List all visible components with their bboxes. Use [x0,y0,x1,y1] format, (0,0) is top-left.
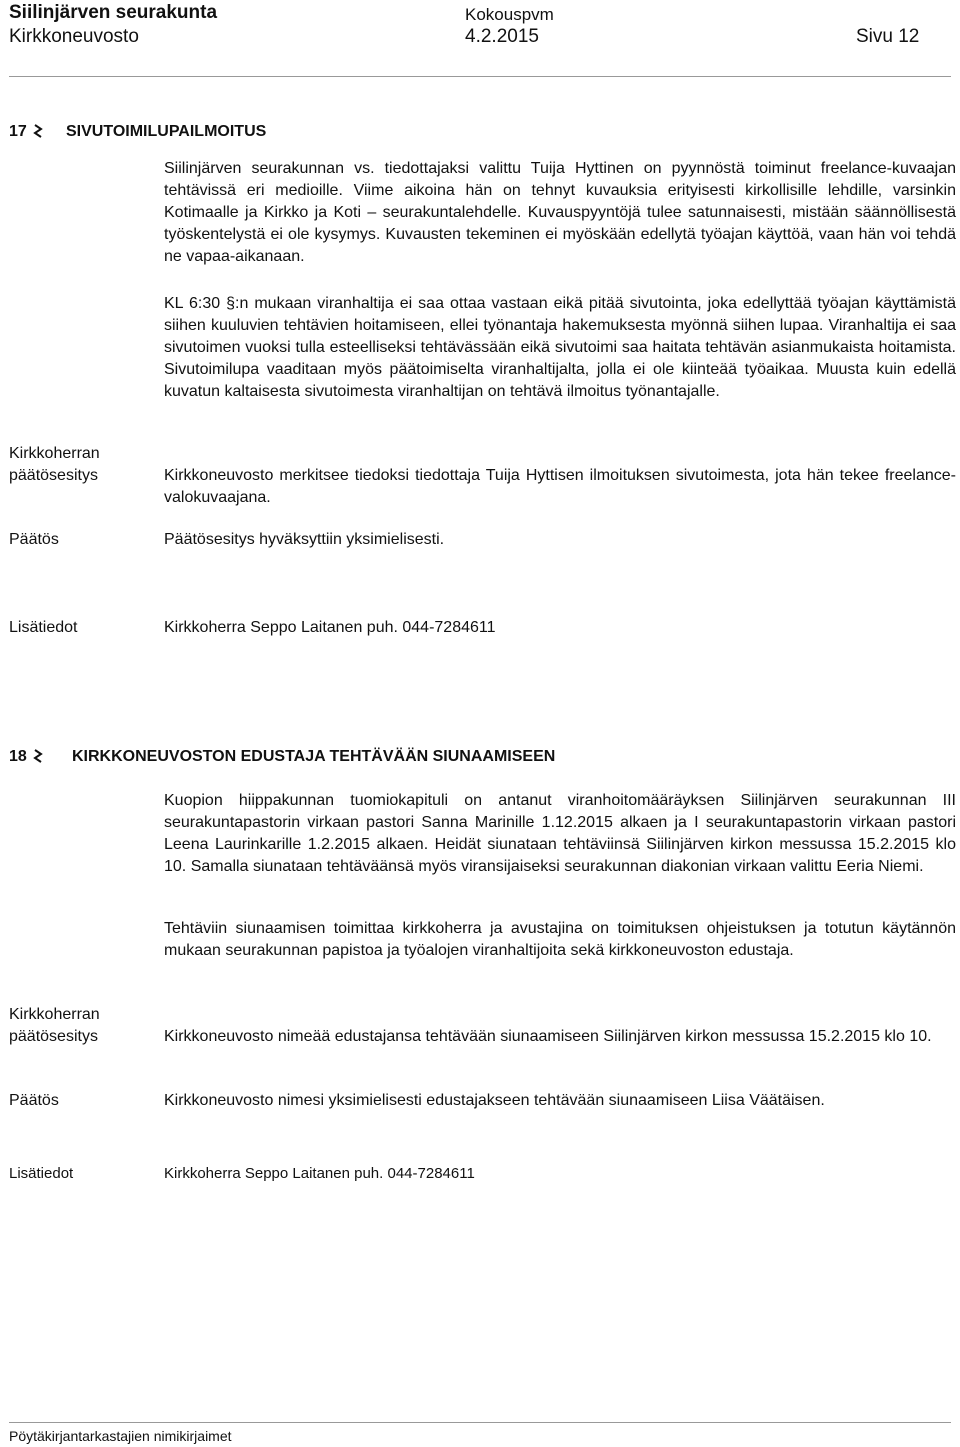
section-17-proposal-label-1: Kirkkoherran [9,445,100,462]
section-sign-icon [31,124,45,140]
section-18-proposal-text: Kirkkoneuvosto nimeää edustajansa tehtävään siunaamiseen Siilinjärven kirkon messussa 15.2.2015 klo 10. [164,1028,932,1045]
section-17-decision-label: Päätös [9,531,59,548]
section-18-info-label: Lisätiedot [9,1165,74,1182]
footer-initials-label: Pöytäkirjantarkastajien nimikirjaimet [9,1428,232,1444]
section-17-decision-text: Päätösesitys hyväksyttiin yksimielisesti. [164,531,445,548]
organization-name: Siilinjärven seurakunta [9,2,218,23]
section-18-proposal-label-1: Kirkkoherran [9,1006,100,1023]
meeting-date: 4.2.2015 [465,26,539,47]
meeting-date-label: Kokouspvm [465,5,554,24]
section-17-paragraph-2: KL 6:30 §:n mukaan viranhaltija ei saa ottaa vastaan eikä pitää sivutointa, joka edellyttää työajan käyttämistä siihen kuuluvien tehtävien hoitamiseen, ellei työnantaja hakemuksesta myönnä siihen lupaa. Viranhaltija ei saa sivutoimen vuoksi tulla esteelliseksi tehtävässään eikä sivutoimi saa haitata tehtävän asianmukaista hoitamista. Sivutoimilupa vaaditaan myös päätoimiselta viranhaltijalta, jolla ei ole kiinteää työaikaa. Muusta kuin edellä kuvatun kaltaisesta sivutoimesta viranhaltijan on tehtävä ilmoitus työnantajalle. [164,295,956,400]
section-17-paragraph-1: Siilinjärven seurakunnan vs. tiedottajaksi valittu Tuija Hyttinen on pyynnöstä toiminut freelance-kuvaajan tehtävissä eri medioille. Viime aikoina hän on tehnyt kuvauksia erityisesti kirkollisille lehdille, varsinkin Kotimaalle ja Kirkko ja Koti – seurakuntalehdelle. Kuvauspyyntöjä tulee satunnaisesti, mistään säännöllisestä työskentelystä ei ole kysymys. Kuvausten tekeminen ei myöskään edellytä työajan käyttöä, vaan hän voi tehdä ne vapaa-aikanaan. [164,160,956,265]
section-18-paragraph-1: Kuopion hiippakunnan tuomiokapituli on antanut viranhoitomääräyksen Siilinjärven seurakunnan III seurakuntapastorin virkaan pastori Sanna Marinille 1.12.2015 alkaen ja I seurakuntapastorin virkaan pastori Leena Laurinkarille 1.2.2015 alkaen. Heidät siunataan tehtäviinsä Siilinjärven kirkon messussa 15.2.2015 klo 10. Samalla siunataan tehtäväänsä myös viransijaiseksi seurakunnan diakonian virkaan valittu Eeria Niemi. [164,792,956,875]
section-18-info-text: Kirkkoherra Seppo Laitanen puh. 044-7284611 [164,1165,475,1182]
section-17-title: SIVUTOIMILUPAILMOITUS [66,123,267,140]
section-17-proposal-text: Kirkkoneuvosto merkitsee tiedoksi tiedottaja Tuija Hyttisen ilmoituksen sivutoimesta, jota hän tekee freelance-valokuvaajana. [164,467,956,506]
section-17-info-text: Kirkkoherra Seppo Laitanen puh. 044-7284611 [164,619,496,636]
section-17-info-label: Lisätiedot [9,619,78,636]
section-18-proposal-label-2: päätösesitys [9,1028,98,1045]
section-17-proposal-label-2: päätösesitys [9,467,98,484]
section-17-number: 17 [9,122,45,142]
meeting-body: Kirkkoneuvosto [9,26,139,47]
footer-divider [9,1422,951,1423]
section-18-title: KIRKKONEUVOSTON EDUSTAJA TEHTÄVÄÄN SIUNAAMISEEN [72,748,556,765]
section-18-number: 18 [9,747,45,767]
header-divider [9,76,951,77]
section-sign-icon [31,749,45,765]
section-18-paragraph-2: Tehtäviin siunaamisen toimittaa kirkkoherra ja avustajina on toimituksen ohjeistuksen ja totutun käytännön mukaan seurakunnan papistoa ja työalojen viranhaltijoita sekä kirkkoneuvoston edustaja. [164,920,956,959]
page-number: Sivu 12 [856,26,920,47]
section-18-decision-text: Kirkkoneuvosto nimesi yksimielisesti edustajakseen tehtävään siunaamiseen Liisa Väätäisen. [164,1092,825,1109]
section-18-decision-label: Päätös [9,1092,59,1109]
